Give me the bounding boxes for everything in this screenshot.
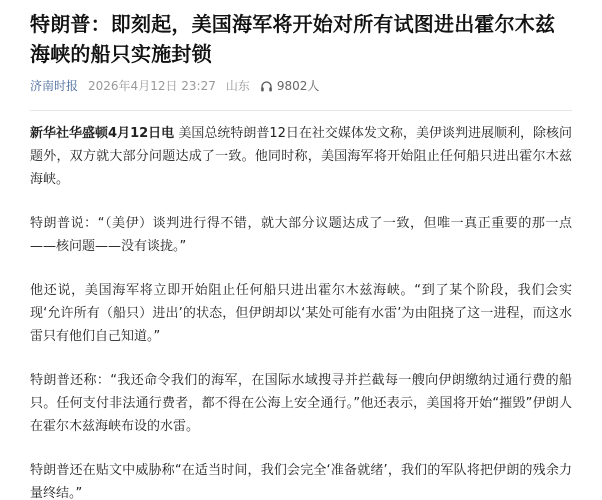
article-body bbox=[30, 122, 572, 500]
listen-count[interactable] bbox=[260, 77, 320, 95]
paragraph-3-text: 他还说，美国海军将立即开始阻止任何船只进出霍尔木兹海峡。“到了某个阶段，我们会实现‘允许所有（船只）进出’的状态，但伊朗却以‘某处可能有水雷’为由阻挠了这一进程，而这水雷只有他们自己知道。” bbox=[30, 283, 572, 344]
source-link[interactable]: 济南时报 bbox=[30, 79, 79, 93]
paragraph-1 bbox=[30, 122, 572, 191]
paragraph-3 bbox=[30, 279, 572, 348]
paragraph-4-text: 特朗普还称：“我还命令我们的海军，在国际水域搜寻并拦截每一艘向伊朗缴纳过通行费的船只。任何支付非法通行费者，都不得在公海上安全通行。”他还表示，美国将开始“摧毁”伊朗人在霍尔木兹海峡布设的水雷。 bbox=[30, 373, 572, 434]
headphone-icon bbox=[260, 80, 273, 93]
paragraph-2 bbox=[30, 212, 572, 258]
article-meta bbox=[30, 77, 572, 95]
header-divider bbox=[30, 110, 572, 111]
paragraph-4 bbox=[30, 369, 572, 438]
paragraph-5 bbox=[30, 459, 572, 500]
paragraph-2-text: 特朗普说：“（美伊）谈判进行得不错，就大部分议题达成了一致，但唯一真正重要的那一点——核问题——没有谈拢。” bbox=[30, 216, 572, 254]
listen-count-value: 9802人 bbox=[276, 79, 320, 93]
location-label: 山东 bbox=[225, 79, 250, 93]
article-title: 特朗普：即刻起，美国海军将开始对所有试图进出霍尔木兹海峡的船只实施封锁 bbox=[30, 12, 556, 66]
dateline: 新华社华盛顿4月12日电 bbox=[30, 126, 175, 141]
publish-time: 2026年4月12日 23:27 bbox=[88, 79, 216, 93]
paragraph-5-text: 特朗普还在贴文中威胁称“在适当时间，我们会完全‘准备就绪’，我们的军队将把伊朗的残余力量终结。” bbox=[30, 463, 572, 500]
paragraph-1-text: 美国总统特朗普12日在社交媒体发文称，美伊谈判进展顺利，除核问题外，双方就大部分问题达成了一致。他同时称，美国海军将开始阻止任何船只进出霍尔木兹海峡。 bbox=[30, 126, 572, 187]
